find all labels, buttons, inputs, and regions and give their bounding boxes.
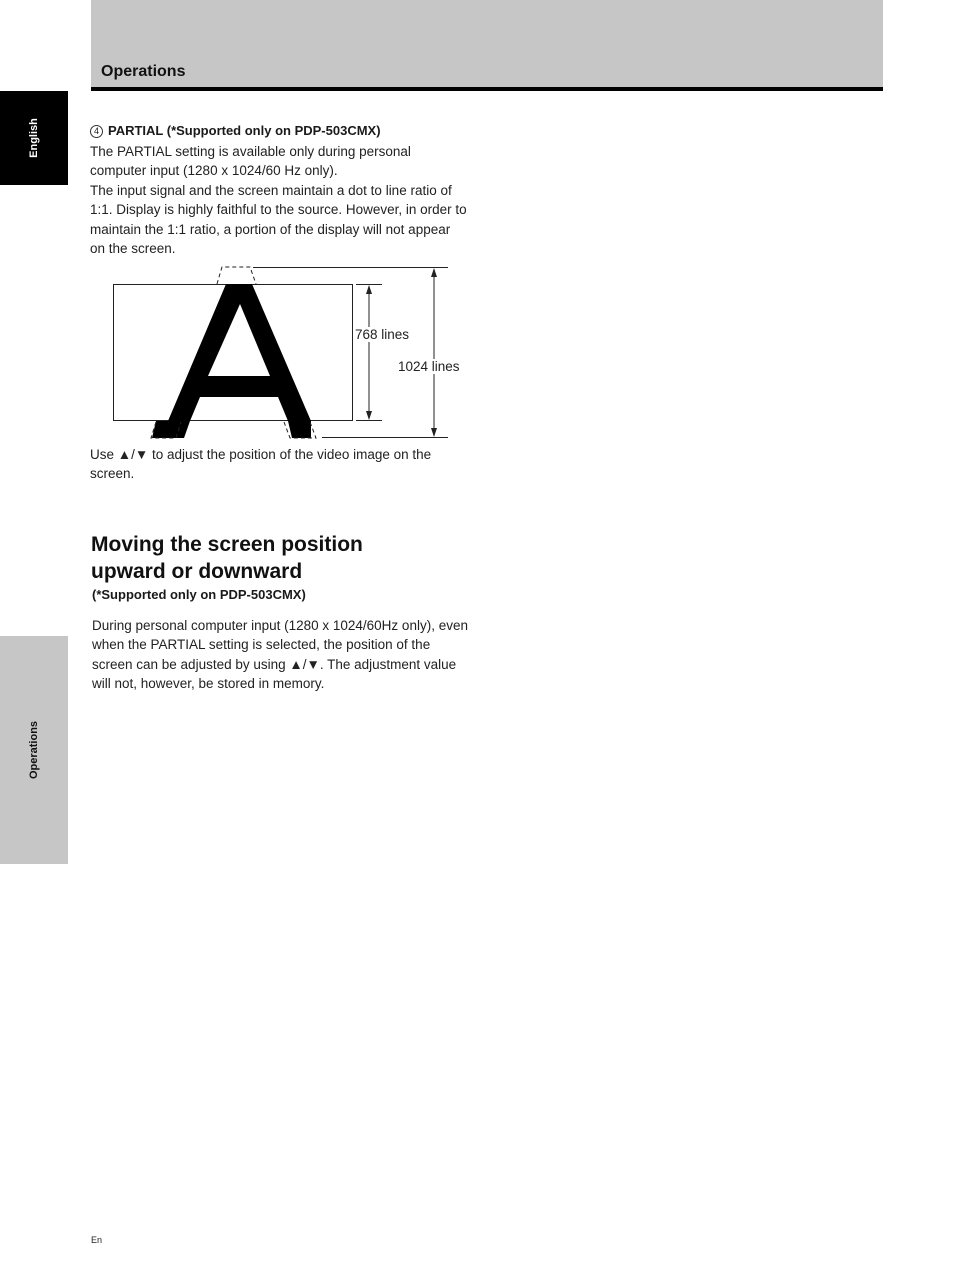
section-heading-line-1: Moving the screen position <box>91 533 363 556</box>
letter-a-right-leg <box>288 421 311 438</box>
partial-heading-text: PARTIAL (*Supported only on PDP-503CMX) <box>108 123 381 138</box>
letter-a-left-leg <box>152 421 190 438</box>
label-1024-lines: 1024 lines <box>398 359 460 374</box>
section-paragraph: During personal computer input (1280 x 1024/60Hz only), even when the PARTIAL setting is selected, the position of the screen can be adjusted by using ▲/▼. The adjustment value will not, however, be stored in memory. <box>92 618 468 691</box>
footer-language-code: En <box>91 1235 103 1245</box>
step-number-badge: 4 <box>90 125 103 138</box>
section-heading-line-2: upward or downward <box>91 560 303 583</box>
section-heading <box>91 531 471 585</box>
side-tab-english <box>0 91 68 185</box>
header-band <box>91 0 883 88</box>
partial-heading <box>90 123 381 138</box>
side-tab-operations-label: Operations <box>28 720 40 780</box>
cropped-top-outline <box>217 267 256 284</box>
partial-paragraph-2: The input signal and the screen maintain a dot to line ratio of 1:1. Display is highly faithful to the source. However, in order to maintain the 1:1 ratio, a portion of the display will not appear on the screen. <box>90 183 467 256</box>
side-tab-operations <box>0 636 68 864</box>
partial-paragraph-1: The PARTIAL setting is available only during personal computer input (1280 x 1024/60 Hz only). <box>90 144 411 179</box>
page-section-title: Operations <box>101 63 186 80</box>
section-subtitle: (*Supported only on PDP-503CMX) <box>92 587 306 602</box>
partial-paragraph-3: Use ▲/▼ to adjust the position of the video image on the screen. <box>90 447 432 482</box>
label-768-lines: 768 lines <box>355 327 410 342</box>
partial-diagram <box>100 262 480 444</box>
header-rule <box>91 87 883 91</box>
side-tab-english-label: English <box>28 118 40 158</box>
partial-diagram-graphic <box>100 262 480 444</box>
